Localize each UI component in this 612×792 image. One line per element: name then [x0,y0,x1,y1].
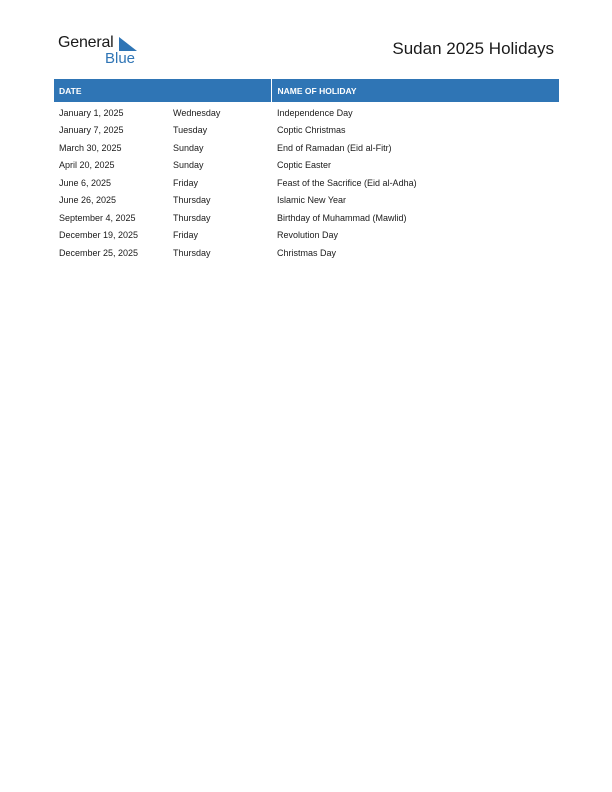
table-row [54,244,559,262]
holiday-name: Birthday of Muhammad (Mawlid) [277,212,407,223]
holiday-name: End of Ramadan (Eid al-Fitr) [277,142,392,153]
holiday-name: Islamic New Year [277,195,347,206]
table-row [54,227,559,245]
holiday-name: Christmas Day [277,247,337,258]
generalblue-logo [58,34,148,70]
holiday-weekday: Thursday [173,247,211,258]
table-row [54,139,559,157]
holiday-weekday: Thursday [173,212,211,223]
holiday-weekday: Friday [173,177,199,188]
holiday-date: April 20, 2025 [59,160,115,171]
holiday-weekday: Thursday [173,195,211,206]
table-body [54,102,559,262]
table-row [54,209,559,227]
table-row [54,102,559,122]
holiday-date: June 26, 2025 [59,195,117,206]
holiday-weekday: Sunday [173,160,204,171]
header-holiday-name: NAME OF HOLIDAY [271,79,559,102]
table-row [54,192,559,210]
holiday-date: June 6, 2025 [59,177,112,188]
holiday-table [54,79,559,262]
table-row [54,157,559,175]
page-title: Sudan 2025 Holidays [392,39,554,58]
holiday-name: Independence Day [277,107,353,118]
holiday-name: Coptic Christmas [277,125,346,136]
holiday-name: Feast of the Sacrifice (Eid al-Adha) [277,177,417,188]
holiday-weekday: Friday [173,230,199,241]
holiday-name: Revolution Day [277,230,339,241]
table-row [54,122,559,140]
table-row [54,174,559,192]
holiday-weekday: Sunday [173,142,204,153]
logo-text-general: General [58,34,114,51]
holiday-date: January 7, 2025 [59,125,124,136]
logo-text-blue: Blue [105,50,136,67]
header-date: DATE [59,85,82,96]
holiday-date: January 1, 2025 [59,107,124,118]
holiday-weekday: Wednesday [173,107,221,118]
logo-triangle-icon [119,37,137,51]
holiday-name: Coptic Easter [277,160,332,171]
table-header-row [54,79,559,102]
holiday-date: March 30, 2025 [59,142,122,153]
holiday-date: December 19, 2025 [59,230,139,241]
holiday-weekday: Tuesday [173,125,208,136]
holiday-date: September 4, 2025 [59,212,136,223]
holiday-date: December 25, 2025 [59,247,139,258]
